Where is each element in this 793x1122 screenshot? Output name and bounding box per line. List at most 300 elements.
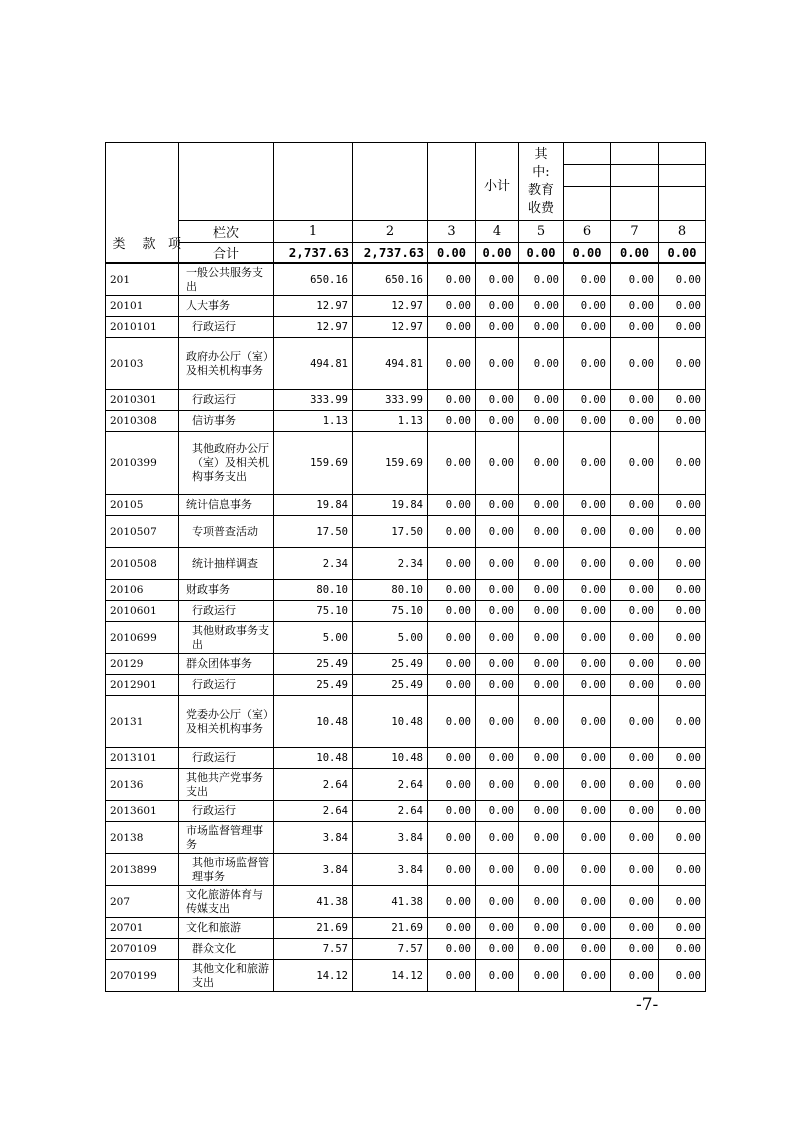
col-number: 6 <box>582 224 592 239</box>
row-code: 20106 <box>106 580 179 601</box>
row-value: 0.00 <box>476 822 519 854</box>
row-value: 0.00 <box>428 822 476 854</box>
row-value: 0.00 <box>476 622 519 654</box>
row-name: 其他共产党事务支出 <box>179 769 274 801</box>
row-value: 0.00 <box>428 264 476 296</box>
table-row <box>106 939 706 960</box>
row-value: 0.00 <box>428 918 476 939</box>
row-value: 159.69 <box>353 432 428 495</box>
row-value: 2.64 <box>274 801 353 822</box>
table-row <box>106 918 706 939</box>
row-value: 0.00 <box>428 748 476 769</box>
table-row <box>106 432 706 495</box>
table-row <box>106 675 706 696</box>
header-total-label: 合计 <box>212 247 239 262</box>
row-value: 0.00 <box>476 886 519 918</box>
row-value: 0.00 <box>611 769 659 801</box>
row-value: 0.00 <box>564 432 611 495</box>
total-value: 0.00 <box>437 245 466 260</box>
row-value: 14.12 <box>274 960 353 992</box>
row-value: 0.00 <box>564 822 611 854</box>
header-qizhong: 其 中: 教育 收费 <box>527 147 554 216</box>
row-value: 0.00 <box>611 960 659 992</box>
row-value: 0.00 <box>564 264 611 296</box>
row-value: 0.00 <box>428 939 476 960</box>
row-value: 0.00 <box>428 390 476 411</box>
row-value: 0.00 <box>476 696 519 748</box>
table-row <box>106 390 706 411</box>
row-value: 333.99 <box>274 390 353 411</box>
header-xiang: 项 <box>168 236 182 252</box>
row-value: 0.00 <box>564 338 611 390</box>
row-value: 0.00 <box>611 822 659 854</box>
row-name: 一般公共服务支出 <box>179 264 274 296</box>
row-value: 14.12 <box>353 960 428 992</box>
row-value: 0.00 <box>564 516 611 548</box>
row-value: 0.00 <box>611 495 659 516</box>
row-value: 0.00 <box>519 495 564 516</box>
row-value: 0.00 <box>659 918 706 939</box>
row-code: 2013101 <box>106 748 179 769</box>
row-name: 行政运行 <box>179 390 274 411</box>
row-value: 0.00 <box>428 548 476 580</box>
row-value: 0.00 <box>659 516 706 548</box>
row-value: 0.00 <box>564 675 611 696</box>
row-name: 专项普查活动 <box>179 516 274 548</box>
row-value: 2.64 <box>353 769 428 801</box>
row-value: 159.69 <box>274 432 353 495</box>
col-number: 5 <box>536 224 546 239</box>
row-value: 0.00 <box>564 548 611 580</box>
row-code: 20103 <box>106 338 179 390</box>
row-value: 0.00 <box>611 516 659 548</box>
row-value: 0.00 <box>659 495 706 516</box>
row-code: 2013899 <box>106 854 179 886</box>
row-value: 0.00 <box>428 675 476 696</box>
row-value: 0.00 <box>611 264 659 296</box>
table-row <box>106 854 706 886</box>
table-row <box>106 960 706 992</box>
row-name: 群众文化 <box>179 939 274 960</box>
row-value: 80.10 <box>353 580 428 601</box>
row-value: 2.34 <box>274 548 353 580</box>
row-value: 0.00 <box>659 939 706 960</box>
row-value: 0.00 <box>428 654 476 675</box>
col-number: 4 <box>492 224 502 239</box>
row-code: 2010507 <box>106 516 179 548</box>
row-value: 0.00 <box>564 939 611 960</box>
row-value: 0.00 <box>476 390 519 411</box>
row-value: 0.00 <box>611 411 659 432</box>
row-value: 0.00 <box>564 495 611 516</box>
row-value: 0.00 <box>611 317 659 338</box>
total-value: 0.00 <box>572 245 602 260</box>
row-value: 0.00 <box>428 696 476 748</box>
row-value: 0.00 <box>611 886 659 918</box>
row-value: 0.00 <box>519 696 564 748</box>
row-value: 0.00 <box>611 748 659 769</box>
total-value: 0.00 <box>526 245 556 260</box>
row-value: 0.00 <box>659 264 706 296</box>
row-value: 0.00 <box>519 748 564 769</box>
row-code: 2010101 <box>106 317 179 338</box>
row-value: 19.84 <box>274 495 353 516</box>
table-row <box>106 601 706 622</box>
row-value: 2.34 <box>353 548 428 580</box>
row-value: 0.00 <box>428 622 476 654</box>
row-value: 0.00 <box>519 338 564 390</box>
row-value: 0.00 <box>428 495 476 516</box>
row-value: 0.00 <box>476 960 519 992</box>
table-row <box>106 580 706 601</box>
row-value: 0.00 <box>519 411 564 432</box>
row-value: 0.00 <box>519 317 564 338</box>
row-value: 5.00 <box>353 622 428 654</box>
row-code: 2070199 <box>106 960 179 992</box>
row-code: 2070109 <box>106 939 179 960</box>
row-value: 0.00 <box>476 654 519 675</box>
row-name: 人大事务 <box>179 296 274 317</box>
total-value: 0.00 <box>482 245 512 260</box>
row-value: 0.00 <box>476 495 519 516</box>
row-value: 25.49 <box>274 654 353 675</box>
row-value: 0.00 <box>659 769 706 801</box>
page-number: -7- <box>636 995 659 1015</box>
row-code: 20131 <box>106 696 179 748</box>
row-value: 10.48 <box>274 696 353 748</box>
row-value: 0.00 <box>659 296 706 317</box>
row-value: 0.00 <box>611 338 659 390</box>
row-value: 25.49 <box>353 675 428 696</box>
row-value: 1.13 <box>353 411 428 432</box>
row-value: 0.00 <box>564 296 611 317</box>
row-code: 20105 <box>106 495 179 516</box>
row-value: 2.64 <box>353 801 428 822</box>
table-row <box>106 748 706 769</box>
row-code: 2013601 <box>106 801 179 822</box>
row-value: 0.00 <box>519 296 564 317</box>
row-value: 0.00 <box>428 801 476 822</box>
row-value: 0.00 <box>659 622 706 654</box>
row-value: 0.00 <box>659 338 706 390</box>
row-value: 0.00 <box>519 548 564 580</box>
row-value: 650.16 <box>274 264 353 296</box>
total-value: 2,737.63 <box>288 245 349 260</box>
col-number: 1 <box>308 224 318 239</box>
row-value: 0.00 <box>476 918 519 939</box>
table-header <box>105 142 706 263</box>
row-value: 0.00 <box>659 960 706 992</box>
row-value: 0.00 <box>659 801 706 822</box>
row-value: 41.38 <box>274 886 353 918</box>
row-code: 2010508 <box>106 548 179 580</box>
row-code: 2010399 <box>106 432 179 495</box>
row-value: 1.13 <box>274 411 353 432</box>
row-value: 0.00 <box>476 338 519 390</box>
row-value: 3.84 <box>274 854 353 886</box>
row-value: 0.00 <box>659 886 706 918</box>
row-value: 494.81 <box>353 338 428 390</box>
row-value: 0.00 <box>519 580 564 601</box>
row-value: 0.00 <box>519 622 564 654</box>
row-value: 0.00 <box>519 390 564 411</box>
row-value: 0.00 <box>659 390 706 411</box>
row-value: 10.48 <box>353 748 428 769</box>
row-value: 17.50 <box>353 516 428 548</box>
row-value: 0.00 <box>564 854 611 886</box>
row-name: 其他市场监督管理事务 <box>179 854 274 886</box>
table-row <box>106 696 706 748</box>
table-row <box>106 801 706 822</box>
header-subtotal: 小计 <box>483 178 510 194</box>
row-value: 0.00 <box>611 918 659 939</box>
row-value: 0.00 <box>611 601 659 622</box>
table-row <box>106 317 706 338</box>
row-value: 3.84 <box>353 854 428 886</box>
row-value: 0.00 <box>428 317 476 338</box>
row-value: 0.00 <box>611 801 659 822</box>
row-value: 0.00 <box>659 317 706 338</box>
row-value: 0.00 <box>476 748 519 769</box>
row-value: 0.00 <box>564 696 611 748</box>
row-value: 0.00 <box>476 548 519 580</box>
row-value: 0.00 <box>564 960 611 992</box>
row-name: 行政运行 <box>179 748 274 769</box>
row-value: 10.48 <box>274 748 353 769</box>
row-value: 19.84 <box>353 495 428 516</box>
row-value: 0.00 <box>564 622 611 654</box>
row-value: 0.00 <box>476 432 519 495</box>
row-value: 0.00 <box>564 654 611 675</box>
row-value: 0.00 <box>611 696 659 748</box>
row-value: 0.00 <box>611 548 659 580</box>
row-value: 0.00 <box>428 338 476 390</box>
row-value: 0.00 <box>564 918 611 939</box>
header-kuan: 款 <box>142 236 156 252</box>
row-value: 0.00 <box>519 801 564 822</box>
row-value: 0.00 <box>519 939 564 960</box>
row-name: 市场监督管理事务 <box>179 822 274 854</box>
row-name: 信访事务 <box>179 411 274 432</box>
row-value: 0.00 <box>611 654 659 675</box>
row-value: 0.00 <box>519 516 564 548</box>
row-value: 0.00 <box>611 580 659 601</box>
row-name: 群众团体事务 <box>179 654 274 675</box>
col-number: 2 <box>385 224 395 239</box>
row-value: 0.00 <box>476 939 519 960</box>
row-value: 0.00 <box>428 580 476 601</box>
row-value: 3.84 <box>353 822 428 854</box>
row-value: 0.00 <box>659 548 706 580</box>
col-number: 3 <box>447 224 456 239</box>
expenditure-table <box>105 263 706 992</box>
row-value: 0.00 <box>476 516 519 548</box>
row-value: 0.00 <box>519 432 564 495</box>
table-row <box>106 264 706 296</box>
row-value: 0.00 <box>564 886 611 918</box>
row-value: 10.48 <box>353 696 428 748</box>
row-value: 0.00 <box>519 960 564 992</box>
row-name: 文化和旅游 <box>179 918 274 939</box>
row-value: 2.64 <box>274 769 353 801</box>
row-value: 0.00 <box>564 317 611 338</box>
row-value: 0.00 <box>476 601 519 622</box>
row-value: 0.00 <box>519 675 564 696</box>
row-value: 0.00 <box>519 822 564 854</box>
row-code: 2012901 <box>106 675 179 696</box>
table-row <box>106 338 706 390</box>
row-value: 12.97 <box>274 296 353 317</box>
table-row <box>106 516 706 548</box>
row-value: 0.00 <box>611 622 659 654</box>
row-value: 0.00 <box>564 769 611 801</box>
row-value: 5.00 <box>274 622 353 654</box>
row-value: 17.50 <box>274 516 353 548</box>
row-name: 财政事务 <box>179 580 274 601</box>
col-number: 8 <box>677 224 687 239</box>
header-row-label: 栏次 <box>212 226 239 241</box>
row-name: 其他财政事务支出 <box>179 622 274 654</box>
table-row <box>106 654 706 675</box>
row-value: 0.00 <box>428 296 476 317</box>
row-value: 0.00 <box>611 854 659 886</box>
row-value: 12.97 <box>353 317 428 338</box>
row-name: 行政运行 <box>179 601 274 622</box>
row-code: 2010308 <box>106 411 179 432</box>
row-value: 0.00 <box>611 675 659 696</box>
row-value: 80.10 <box>274 580 353 601</box>
row-value: 7.57 <box>353 939 428 960</box>
row-value: 0.00 <box>476 580 519 601</box>
row-name: 政府办公厅（室）及相关机构事务 <box>179 338 274 390</box>
row-value: 0.00 <box>659 675 706 696</box>
row-value: 25.49 <box>353 654 428 675</box>
row-value: 494.81 <box>274 338 353 390</box>
row-code: 20129 <box>106 654 179 675</box>
row-value: 0.00 <box>611 939 659 960</box>
row-name: 行政运行 <box>179 801 274 822</box>
row-name: 其他文化和旅游支出 <box>179 960 274 992</box>
row-code: 20136 <box>106 769 179 801</box>
row-value: 0.00 <box>476 769 519 801</box>
row-code: 20701 <box>106 918 179 939</box>
row-value: 0.00 <box>564 411 611 432</box>
row-value: 0.00 <box>564 801 611 822</box>
row-value: 25.49 <box>274 675 353 696</box>
row-value: 0.00 <box>519 918 564 939</box>
row-value: 0.00 <box>428 886 476 918</box>
row-value: 0.00 <box>659 601 706 622</box>
total-value: 2,737.63 <box>363 245 424 260</box>
row-value: 333.99 <box>353 390 428 411</box>
row-value: 0.00 <box>519 886 564 918</box>
row-value: 0.00 <box>659 854 706 886</box>
table-row <box>106 886 706 918</box>
row-code: 201 <box>106 264 179 296</box>
row-code: 20138 <box>106 822 179 854</box>
row-value: 0.00 <box>476 801 519 822</box>
row-value: 0.00 <box>659 580 706 601</box>
row-value: 0.00 <box>659 822 706 854</box>
row-value: 3.84 <box>274 822 353 854</box>
row-name: 其他政府办公厅（室）及相关机构事务支出 <box>179 432 274 495</box>
row-value: 0.00 <box>428 769 476 801</box>
row-value: 0.00 <box>519 854 564 886</box>
total-value: 0.00 <box>620 245 649 260</box>
row-value: 0.00 <box>519 654 564 675</box>
row-value: 0.00 <box>659 696 706 748</box>
row-name: 党委办公厅（室）及相关机构事务 <box>179 696 274 748</box>
row-name: 行政运行 <box>179 675 274 696</box>
row-value: 0.00 <box>659 748 706 769</box>
row-value: 0.00 <box>564 748 611 769</box>
header-lei: 类 <box>112 236 126 252</box>
row-code: 2010601 <box>106 601 179 622</box>
table-row <box>106 296 706 317</box>
row-code: 20101 <box>106 296 179 317</box>
table-row <box>106 495 706 516</box>
row-value: 0.00 <box>519 769 564 801</box>
row-value: 0.00 <box>659 411 706 432</box>
row-value: 75.10 <box>274 601 353 622</box>
row-value: 0.00 <box>564 580 611 601</box>
row-name: 文化旅游体育与传媒支出 <box>179 886 274 918</box>
row-value: 0.00 <box>659 432 706 495</box>
table-row <box>106 411 706 432</box>
row-value: 0.00 <box>476 317 519 338</box>
row-code: 2010301 <box>106 390 179 411</box>
row-value: 0.00 <box>476 411 519 432</box>
row-name: 行政运行 <box>179 317 274 338</box>
row-value: 0.00 <box>428 411 476 432</box>
row-value: 12.97 <box>353 296 428 317</box>
row-value: 0.00 <box>659 654 706 675</box>
row-value: 21.69 <box>353 918 428 939</box>
table-row <box>106 769 706 801</box>
row-name: 统计信息事务 <box>179 495 274 516</box>
row-name: 统计抽样调查 <box>179 548 274 580</box>
row-value: 7.57 <box>274 939 353 960</box>
row-value: 0.00 <box>428 516 476 548</box>
row-value: 0.00 <box>611 390 659 411</box>
row-value: 0.00 <box>519 601 564 622</box>
table-row <box>106 548 706 580</box>
row-value: 0.00 <box>476 296 519 317</box>
col-number: 7 <box>630 224 639 239</box>
row-value: 0.00 <box>476 264 519 296</box>
row-value: 0.00 <box>428 854 476 886</box>
row-value: 0.00 <box>611 432 659 495</box>
row-code: 2010699 <box>106 622 179 654</box>
row-value: 0.00 <box>428 432 476 495</box>
row-value: 75.10 <box>353 601 428 622</box>
table-row <box>106 622 706 654</box>
row-value: 650.16 <box>353 264 428 296</box>
row-value: 0.00 <box>476 854 519 886</box>
total-value: 0.00 <box>667 245 697 260</box>
row-value: 0.00 <box>519 264 564 296</box>
row-value: 0.00 <box>476 675 519 696</box>
row-value: 12.97 <box>274 317 353 338</box>
row-value: 0.00 <box>428 960 476 992</box>
row-value: 41.38 <box>353 886 428 918</box>
row-value: 0.00 <box>564 601 611 622</box>
row-value: 0.00 <box>564 390 611 411</box>
row-code: 207 <box>106 886 179 918</box>
row-value: 21.69 <box>274 918 353 939</box>
row-value: 0.00 <box>611 296 659 317</box>
table-row <box>106 822 706 854</box>
